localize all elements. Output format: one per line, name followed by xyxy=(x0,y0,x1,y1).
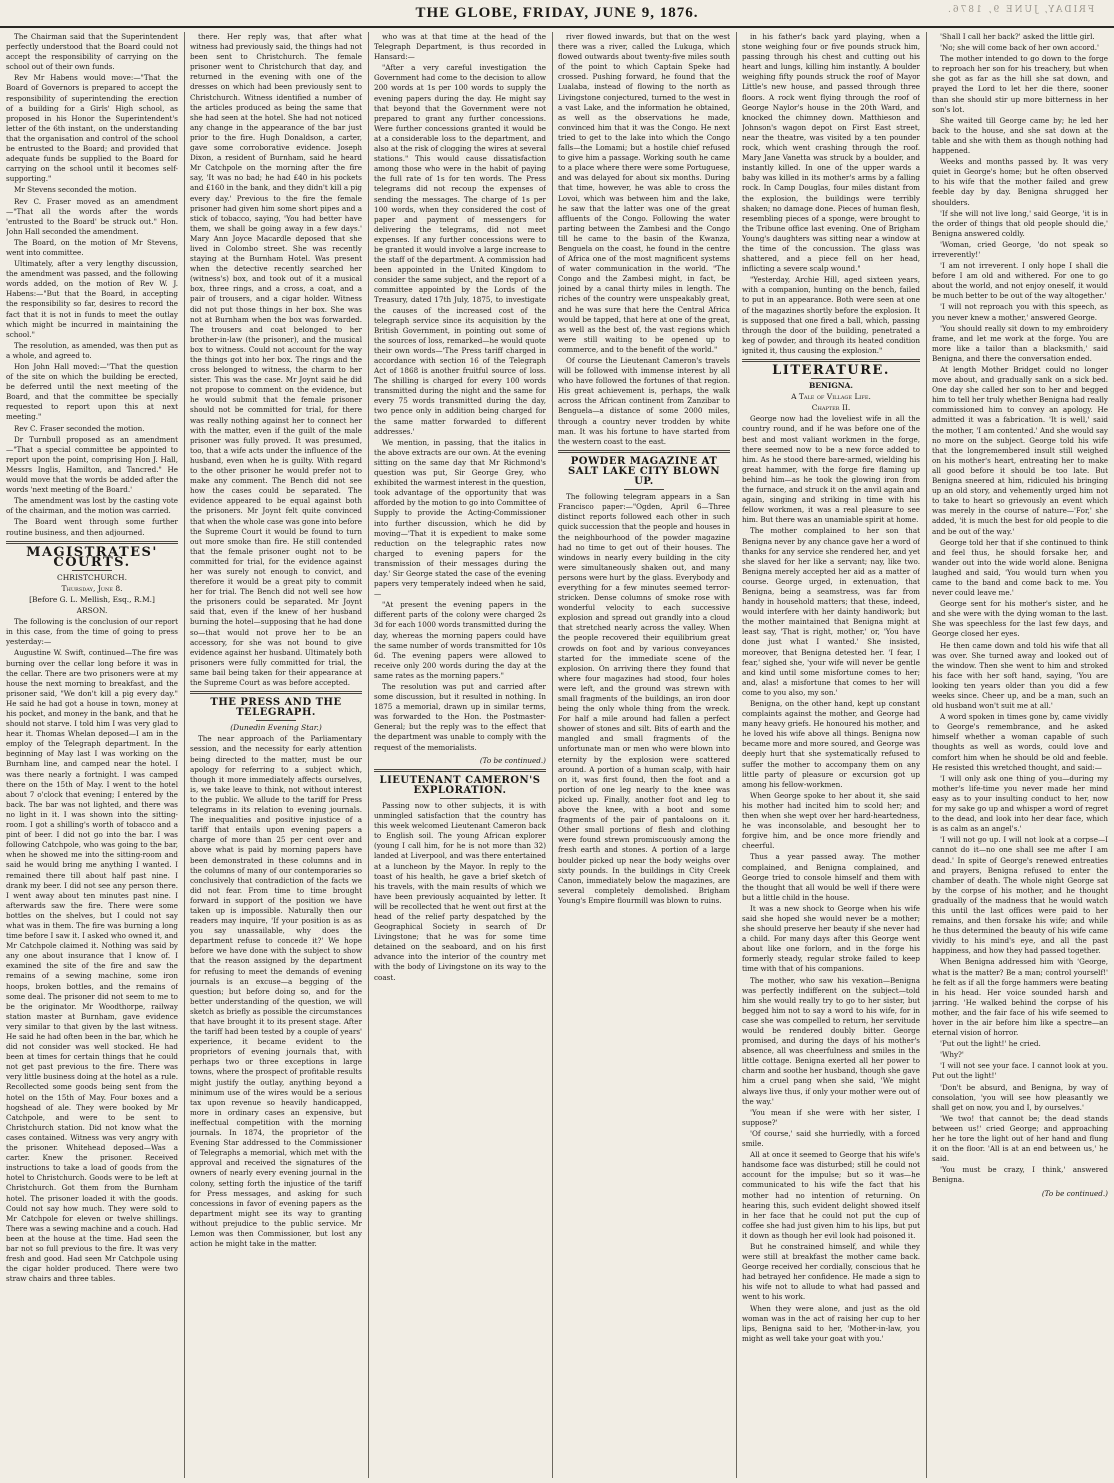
paragraph: river flowed inwards, but that on the west there was a river, called the Lukuga, which flowed outwards about twenty-five miles south of the point to which Captain Speke had crossed. Pushing forward, he found that the Lualaba, instead of flowing to the north as Livingstone conjectured, turned to the west in a vast Lake, and the information he obtained, as well as the observations he made, convinced him that it was the Congo. He next tried to get to the lake into which the Congo falls—the Lomami; but a hostile chief refused to give him a passage. Working south he came to a place where there were some Portuguese, and was delayed for about six months. During that time, however, he was able to cross the Lovoi, which was between him and the lake, he saw that the latter was one of the great affluents of the Congo. Following the water parting between the Zambesi and the Congo till he came to the basin of the Kwanza, Benguela on the coast, he found in the centre of Africa one of the most magnificent systems of water communication in the world. "The Congo and the Zambesi might, in fact, be joined by a canal thirty miles in length. The riches of the country were unspeakably great, and he was sure that here the Central Africa would be tapped, that here at one of the great, as well as the best of, the vast regions which were still waiting to be opened up to commerce, and to the benefit of the world." xyxy=(558,32,730,354)
column-rule xyxy=(184,32,185,1478)
short-rule xyxy=(256,720,296,721)
masthead xyxy=(0,0,1114,28)
paragraph: The resolution, as amended, was then put as a whole, and agreed to. xyxy=(6,340,178,360)
section-divider xyxy=(742,359,920,362)
paragraph: 'Of course,' said she hurriedly, with a forced smile. xyxy=(742,1128,920,1149)
paragraph: 'I will not go up. I will not look at a corpse—I cannot do it—no one shall see me after I am dead.' In spite of George's renewed entreaties and prayers, Benigna refused to enter the chamber of death. The whole night George sat by the corpse of his mother, and he thought gradually of the madness that he would watch this until the last offices were paid to her remains, and then forsake his wife; and while he thus determined the beauty of his wife came vividly to his mind's eye, and all the past happiness, and how they had passed together. xyxy=(932,835,1108,956)
column-3 xyxy=(374,32,546,1478)
column-6 xyxy=(932,32,1108,1478)
paragraph: 'You should really sit down to my embroidery frame, and let me work at the forge. You are more like a tailor than a blacksmith,' said Benigna, and there the conversation ended. xyxy=(932,323,1108,363)
column-4 xyxy=(558,32,730,1478)
paragraph: But he constrained himself, and while they were still at breakfast the mother came back. George received her cordially, conscious that he had betrayed her confidence. He made a sign to his wife not to allude to what had passed and went to his work. xyxy=(742,1241,920,1302)
paragraph: At length Mother Bridget could no longer move about, and gradually sank on a sick bed. One day she called her son to her and begged him to tell her truly whether Benigna had really commissioned him to convey an apology. He admitted it was a fabrication. 'It is well,' said the mother, 'I am contented.' And she would say no more on the subject. George told his wife that the longremembered insult still weighed on his mother's heart, entreating her to make all good before it should be too late. But Benigna sneered at him, ridiculed his bringing up an old story, and vehemently urged him not to take to heart so grievously an event which was merely in the course of nature—'For,' she added, 'it is much the best for old people to die and be out of the way.' xyxy=(932,365,1108,536)
column-2 xyxy=(190,32,362,1478)
paragraph: who was at that time at the head of the Telegraph Department, is thus recorded in Hansard:— xyxy=(374,32,546,62)
subheading-date: Thursday, June 8. xyxy=(61,583,123,593)
paragraph: 'I will only ask one thing of you—during my mother's life-time you never made her mind easy as to your insulting conduct to her, now for my sake go up and whisper a word of regret to the dead, and look into her dear face, which is as calm as an angel's.' xyxy=(932,773,1108,834)
column-rule xyxy=(368,32,369,1478)
paragraph: there. Her reply was, that after what witness had previously said, the things had not been sent to Christchurch. The female prisoner went to Christchurch that day, and returned in the evening with one of the dresses on which had been previously sent to Christchurch. Witness identified a number of the articles produced as being the same that she had seen at the hotel. She had not noticed any change in the appearance of the bar just prior to the fire. Hugh Donaldson, a carter, gave some corroborative evidence. Joseph Dixon, a resident of Burnham, said he heard Mr Catchpole on the morning after the fire say, 'It was no bad; he had £40 in his pockets and £160 in the bank, and they didn't kill a pig every day.' Previous to the fire the female prisoner had given him some short pipes and a stick of tobacco, saying, 'You had better have them, we shall be going away in a few days.' Mary Ann Joyce Macardle deposed that she lived in Colombo street. She was recently staying at the Burnham Hotel. Was present when the detective recently searched her (witness's) box, and took out of it a musical box, three rings, and a cross, a coat, and a pair of trousers, and a cigar holder. Witness did not put those things in her box. She was not at Burnham when the box was forwarded. The trousers and coat belonged to her brother-in-law (the prisoner), and the musical box to witness. Could not account for the way the things got into her box. The rings and the cross belonged to witness, the charm to her sister. This was the case. Mr Joynt said he did not propose to comment on the evidence, but he would submit that the female prisoner should not be committed for trial, for there was really nothing against her to connect her with the matter, even if the guilt of the male prisoner was fully proved. It was presumed, too, that a wife acts under the influence of the husband, even when he is guilty. With regard to the other prisoner he would prefer not to make any comment. The Bench did not see how the cases could be separated. The evidence appeared to be equal against both the prisoners. Mr Joynt felt quite convinced that when the whole case was gone into before the Supreme Court it would be found to turn out more smoke than fire. He still contended that the female prisoner ought not to be committed for trial, for the evidence against her was surely not enough to convict, and therefore it would be a great pity to commit her for trial. The Bench did not well see how the prisoners could be separated. Mr Joynt said that, even if the knew of her husband burning the hotel—supposing that he had done so—that would not prove her to be an accessory, for she was not bound to give evidence against her husband. Ultimately both prisoners were fully committed for trial, the same bail being taken for their appearance at the Supreme Court as was before accepted. xyxy=(190,32,362,687)
paragraph: 'I will not reproach you with this speech, as you never knew a mother,' answered George. xyxy=(932,302,1108,322)
paragraph: in his father's back yard playing, when a stone weighing four or five pounds struck him, passing through his chest and cutting out his heart and lungs, killing him instantly. A boulder weighing fifty pounds struck the roof of Mayor Little's new house, and passed through three floors. A rock went flying through the roof of George Naylor's house in the 20th Ward, and knocked the chimney down. Matthieson and Johnson's wagon depot on First East street, near the theatre, was visited by a ten pounder rock, which went crashing through the roof. Mary Jane Vanetta was struck by a boulder, and instantly killed. In one of the upper wards a baby was killed in its mother's arms by a falling rock. In Camp Douglas, four miles distant from the explosion, the buildings were terribly shaken; no damage done. Pieces of human flesh, resembling pieces of a sponge, were brought to the Tribune office last evening. One of Brigham Young's daughters was sitting near a window at the time of the concussion. The glass was shattered, and a piece fell on her head, inflicting a severe scalp wound." xyxy=(742,32,920,274)
paragraph: The near approach of the Parliamentary session, and the necessity for early attention being directed to the matter, must be our apology for referring to a subject which, though it more immediately affects ourselves, is, we take leave to think, not without interest to the public. We allude to the tariff for Press telegrams in its relation to evening journals. The inequalities and positive injustice of a tariff that entails upon evening papers a charge of more than 25 per cent over and above what is paid by morning papers have been demonstrated in these columns and in the columns of many of our contemporaries so conclusively that contradiction of the facts we did not fear. From time to time brought forward in support of the position we have taken up is impossible. Naturally then our readers may inquire, 'If your position is as as you say unassailable, why does the department refuse to concede it?' We hope before we have done with the subject to show that the reason assigned by the department for refusing to meet the demands of evening journals is an excuse—a begging of the question; but before doing so, and for the better understanding of the question, we will sketch as briefly as possible the circumstances that have brought it to its present stage. After the tariff had been tested by a couple of years' experience, it became evident to the proprietors of evening journals that, with perhaps two or three exceptions in large towns, where the prospect of profitable results might justify the outlay, anything beyond a minimum use of the wires would be a serious tax upon revenue so heavily handicapped, more in ordinary cases an expensive, but ineffectual competition with the morning journals. In 1874, the proprietor of the Evening Star addressed to the Commissioner of Telegraphs a memorial, which met with the approval and received the signatures of the owners of nearly every evening journal in the colony, setting forth the injustice of the tariff for Press messages, and asking for such concessions in favor of evening papers as the department might see its way to granting without prejudice to the public service. Mr Lemon was then Commissioner, but lost any action he might take in the matter. xyxy=(190,734,362,1249)
paragraph: Rev C. Fraser seconded the motion. xyxy=(14,423,145,433)
section-divider xyxy=(190,691,362,694)
column-5 xyxy=(742,32,920,1478)
paragraph: 'I will not see your face. I cannot look at you. Put out the light!' xyxy=(932,1061,1108,1081)
section-divider xyxy=(374,769,546,772)
section-heading: LITERATURE. xyxy=(772,363,890,378)
paragraph: Of course the Lieutenant Cameron's travels will be followed with immense interest by all who have followed the fortunes of that region. His great achievement is, perhaps, the walk across the African continent from Zanzibar to Benguela—a distance of some 2000 miles, through a country never trodden by white man. It was his fortune to have started from the western coast to the east. xyxy=(558,356,730,446)
paragraph: George now had the loveliest wife in all the country round, and if he was before one of the best and most valiant workmen in the forge, there seemed now to be a new force added to him. As he stood there bare-armed, wielding his great hammer, with the forge fire flaming up behind him—as he took the glowing iron from the furnace, and struck it on the anvil again and again, singing and striking in time with his fellow workmen, it was a real pleasure to see him. But there was an unamiable spirit at home. xyxy=(742,414,920,525)
section-heading: LIEUTENANT CAMERON'S EXPLORATION. xyxy=(379,774,541,796)
column-rule xyxy=(552,32,553,1478)
paragraph: Augustine W. Swift, continued—The fire was burning over the cellar long before it was in the cellar. There are two prisoners were at my house the next morning to breakfast, and the prisoner said, "We don't kill a pig every day." He said he had got a house in town, money at his pocket, and money in the bank, and that he should not starve. I told him I was very glad to hear it. Thomas Whelan deposed—I am in the employ of the Telegraph department. In the beginning of May last I was working on the Burnham line, and camped near the hotel. I was there nearly a fortnight. I was camped there on the 15th of May. I went to the hotel about 7 o'clock that evening; I entered by the back. The bar was not lighted, and there was no light in it. I was shown into the sitting-room. I got a shilling's worth of tobacco and a pint of beer. I did not go into the bar. I was following Catchpole, who was going to the bar, when he showed me into the sitting-room and said he would bring me anything I wanted. I remained there till about half past nine. I drank my beer. I did not see any person there. I went away about ten minutes past nine. I afterwards saw the fire. There were some bottles on the shelves, but I could not say what was in them. The fire was burning a long time before I saw it. I asked who owned it, and Mr Catchpole claimed it. Nothing was said by any one about insurance that I know of. I examined the site of the fire and saw the remains of a sewing machine, some iron hoops, broken bottles, and the remains of some deal. The prisoner did not seem to me to be the originator. Mr Woodthorpe, railway station master at Burnham, gave evidence very similar to that given by the last witness. He said he had often been in the bar, which he did not consider was well stocked. He had been at times for certain things that he could not get past previous to the fire. There was very little business doing at the hotel as a rule. Recollected some goods being sent from the hotel on the 15th of May. Four boxes and a hogshead of ale. They were booked by Mr Catchpole, and were to be sent to Christchurch station. Did not know what the cases contained. Witness was very angry with the prisoner. Whitehead deposed—Was a carter. Knew the prisoner. Received instructions to take a load of goods from the hotel to Christchurch. Goods were to be left at Christchurch. Got them from the Burnham hotel. The prisoner loaded it with the goods. Could not say how much. They were sold to Mr Catchpole for eleven or twelve shillings. There was a sewing machine and a couch. Had been at the house at the time. Had seen the bar not so full previous to the fire. It was very fresh and good. Had seen Mr Catchpole using the cigar holder produced. There were two straw chairs and three tables. xyxy=(6,648,178,1284)
section-heading: MAGISTRATES' COURTS. xyxy=(26,544,158,570)
paragraph: 'Put out the light!' he cried. xyxy=(940,1039,1041,1049)
paragraph: A word spoken in times gone by, came vividly to George's remembrance, and he asked himself whether a woman capable of such thoughts as well as words, could love and comfort him when he should be old and feeble. He resisted this wretched thought, and said:— xyxy=(932,712,1108,772)
paragraph: George sent for his mother's sister, and he and she were with the dying woman to the last. She was speechless for the last few days, and George closed her eyes. xyxy=(932,599,1108,639)
article-source: (Dunedin Evening Star.) xyxy=(230,723,322,733)
paragraph: When Benigna addressed him with 'George, what is the matter? Be a man; control yourself!' he felt as if all the forge hammers were beating in his head. Her voice sounded harsh and jarring. 'He walked behind the corpse of his mother, and the fair face of his wife seemed to hover in the air before him like a spectre—an eternal vision of horror. xyxy=(932,957,1108,1038)
paragraph: 'We two! that cannot be; the dead stands between us!' cried George; and approaching her he tore the light out of her hand and flung it on the floor. 'All is at an end between us,' he said. xyxy=(932,1113,1108,1164)
paragraph: 'If she will not live long,' said George, 'it is in the order of things that old people should die,' Benigna answered coldly. xyxy=(932,208,1108,238)
paragraph: "Yesterday, Archie Hill, aged sixteen years, with a companion, hunting on the bench, failed to put in an appearance. Both were seen at one of the magazines shortly before the explosion. It is supposed that one fired a ball, which, passing through the door of the building, penetrated a keg of powder, and through its heated condition ignited it, thus causing the explosion." xyxy=(742,275,920,355)
bleed-through-text: FRIDAY, JUNE 9, 1876. xyxy=(945,5,1094,15)
paragraph: The amendment was lost by the casting vote of the chairman, and the motion was carried. xyxy=(6,496,178,516)
section-heading: POWDER MAGAZINE AT SALT LAKE CITY BLOWN UP. xyxy=(568,455,720,488)
column-rule xyxy=(926,32,927,1478)
newspaper-title: THE GLOBE, FRIDAY, JUNE 9, 1876. xyxy=(415,5,699,21)
column-1 xyxy=(6,32,178,1478)
section-divider xyxy=(6,541,178,544)
paragraph: George told her that if she continued to think and feel thus, he should forsake her, and wander out into the wide world alone. Benigna laughed and said, 'You would turn when you came to the band and come back to me. You never could leave me.' xyxy=(932,537,1108,598)
short-rule xyxy=(72,570,112,571)
chapter-heading: Chapter II. xyxy=(811,403,851,413)
paragraph: Ultimately, after a very lengthy discussion, the amendment was passed, and the following words added, on the motion of Rev W. J. Habens:—"But that the Board, in accepting the responsibility so far, desires to record the fact that it is not in funds to meet the outlay which might be incurred in maintaining the school." xyxy=(6,259,178,339)
paragraph: Mr Stevens seconded the motion. xyxy=(14,185,137,195)
paragraph: The mother intended to go down to the forge to reproach her son for his treachery, but when she got as far as the hill she sat down, and prayed the Lord to let her die there, sooner than she should stir up more bitterness in her son's lot. xyxy=(932,54,1108,114)
paragraph: The resolution was put and carried after some discussion, but it resulted in nothing. In 1875 a memorial, drawn up in similar terms, was forwarded to the Hon. the Postmaster-General; but the reply was to the effect that the department was unable to comply with the request of the memorialists. xyxy=(374,682,546,752)
story-subtitle: A Tale of Village Life. xyxy=(791,392,871,402)
paragraph: 'You must be crazy, I think,' answered Benigna. xyxy=(932,1165,1108,1185)
paragraph: 'No; she will come back of her own accord.' xyxy=(940,43,1099,53)
paragraph: Benigna, on the other hand, kept up constant complaints against the mother, and George had many heavy griefs. He honoured his mother, and he loved his wife above all things. Benigna now became more and more soured, and George was deeply hurt that she systematically refused to suffer the mother to accompany them on any little party of pleasure or excursion got up among his fellow-workmen. xyxy=(742,699,920,789)
to-be-continued: (To be continued.) xyxy=(1041,1188,1108,1198)
paragraph: The mother complained to her son that Benigna never by any chance gave her a word of thanks for any service she rendered her, and yet she slaved for her like a servant; nay, like two. Benigna merely accepted her aid as a matter of course. George urged, in extenuation, that Benigna, being a seamstress, was far from handy in household matters; that these, indeed, would interfere with her dainty handiwork; but the mother maintained that Benigna might at least say, 'That is right, mother,' or, 'You have done just what I wanted.' She insisted, moreover, that Benigna detested her. 'I fear, I fear,' sighed she, 'your wife will never be gentle and kind until some misfortune comes to her; and, alas! a misfortune that comes to her will come to you also, my son.' xyxy=(742,526,920,697)
paragraph: The following telegram appears in a San Francisco paper:—"Ogden, April 6—Three distinct reports followed each other in such quick succession that the people and houses in the neighbourhood of the powder magazine had no time to get out of their houses. The windows in nearly every building in the city were simultaneously shaken out, and many persons were hurt by the glass. Everybody and everything for a few minutes seemed terror-stricken. Dense columns of smoke rose with wonderful velocity to each successive explosion and spread out grandly into a cloud that stretched nearly across the valley. When the people recovered their equilibrium great crowds on foot and by various conveyances started for the immediate scene of the explosion. On arriving there they found that where four magazines had stood, four holes were left, and the ground was strewn with small fragments of the buildings, an iron door being the only whole thing from the wreck. For half a mile around had fallen a perfect shower of stones and silt. Bits of earth and the mangled and small fragments of the unfortunate man or men who were blown into eternity by the explosion were scattered around. A portion of a human scalp, with hair on it, was first found, then the foot and a portion of one leg nearly to the knee was picked up. Finally, another foot and leg to above the knee, with a boot and some fragments of the pair of pantaloons on it. Other small portions of flesh and clothing were found strewn promiscuously among the fresh earth and stones. A portion of a large boulder picked up near the body weighs over sixty pounds. In the buildings in City Creek Canon, immediately below the magazines, are several completely demolished. Brigham Young's Empire flourmill was blown to ruins. xyxy=(558,492,730,905)
paragraph: 'Shall I call her back?' asked the little girl. xyxy=(940,32,1095,41)
paragraph: Hon John Hall moved:—"That the question of the site on which the building be erected, be deferred until the next meeting of the Board, and that the committee be specially requested to report upon this at next meeting." xyxy=(6,362,178,422)
paragraph: Rev Mr Habens would move:—"That the Board of Governors is prepared to accept the responsibility of superintending the erection of a building for a Girls' High school, as proposed in his Honor the Superintendent's letter of the 6th instant, on the understanding that the organisation and control of the school be entrusted to the Board; and provided that adequate funds be supplied to the Board for carrying on the school until it becomes self-supporting." xyxy=(6,73,178,184)
paragraph: Passing now to other subjects, it is with unmingled satisfaction that the country has this week welcomed Lieutenant Cameron back to English soil. The young African explorer (young I call him, for he is not more than 32) landed at Liverpool, and was there entertained at a luncheon by the Mayor. In reply to the toast of his health, he gave a brief sketch of his travels, with the main results of which we have been previously acquainted by letter. It will be recollected that he went out first at the head of the relief party despatched by the Geographical Society in search of Dr Livingstone; that he was for some time detained on the seaboard, and on his first advance into the interior of the country met with the body of Livingstone on its way to the coast. xyxy=(374,800,546,982)
paragraph: "After a very careful investigation the Government had come to the decision to allow 200 words at 1s per 100 words to supply the evening papers during the day. He might say that beyond that the Government were not prepared to grant any further concessions. Were further concessions granted it would be at a considerable loss to the department, and also at the risk of clogging the wires at several stations." This would cause dissatisfaction among those who were in the habit of paying the full rate of 1s for ten words. The Press telegrams did not recoup the expenses of sending the messages. The charge of 1s per 100 words, when they considered the cost of paper and payment of messengers for delivering the telegrams, did not meet expenses. If any further concessions were to be granted it would involve a large increase to the staff of the department. A commission had been appointed in the United Kingdom to consider the same subject, and the report of a committee appointed by the Lords of the Treasury, dated 17th July, 1875, to investigate the causes of the increased cost of the telegraph service since its acquisition by the British Government, in pointing out some of the sources of loss, remarked—he would quote their own words—'The Press tariff charged in accordance with section 16 of the Telegraph Act of 1868 is another fruitful source of loss. The shilling is charged for every 100 words transmitted during the night and the same for every 75 words transmitted during the day, two pence only in addition being charged for the same matter forwarded to different addresses.' xyxy=(374,63,546,436)
paragraph: 'You mean if she were with her sister, I suppose?' xyxy=(742,1107,920,1127)
paragraph: She waited till George came by; he led her back to the house, and she sat down at the table and she with them as though nothing had happened. xyxy=(932,115,1108,156)
paragraph: Thus a year passed away. The mother complained, and Benigna complained, and George tried to console himself and them with the thought that all would be well if there were but a little child in the house. xyxy=(742,852,920,902)
paragraph: 'I am not irreverent. I only hope I shall die before I am old and withered. For one to go about the world, and not enjoy oneself, it would be much better to be out of the way altogether.' xyxy=(932,261,1108,301)
paragraph: The Board, on the motion of Mr Stevens, went into committee. xyxy=(6,237,178,257)
to-be-continued: (To be continued.) xyxy=(479,755,546,765)
paragraph: Rev C. Fraser moved as an amendment—"That all the words after the words 'entrusted to the Board' be struck out." Hon. John Hall seconded the amendment. xyxy=(6,196,178,236)
paragraph: We mention, in passing, that the italics in the above extracts are our own. At the evening sitting on the same day that Mr Richmond's question was put, Sir George Grey, who exhibited the warmest interest in the question, took advantage of the opportunity that was afforded by the motion to go into Committee of Supply to provide the Acting-Commissioner into further discussion, which he did by moving—'That it is expedient to make some reduction on the telegraphic rates now charged to evening papers for the transmission of their messages during the day.' Sir George stated the case of the evening papers very temperately indeed when he said,— xyxy=(374,437,546,599)
paragraph: The Chairman said that the Superintendent perfectly understood that the Board could not accept the responsibility of carrying on the school out of their own funds. xyxy=(6,32,178,72)
paragraph: When they were alone, and just as the old woman was in the act of raising her cup to her lips, Benigna said to her, 'Mother-in-law, you might as well take your goat with you.' xyxy=(742,1303,920,1343)
subheading-bench: [Before G. L. Mellish, Esq., R.M.] xyxy=(29,594,155,604)
paragraph: When George spoke to her about it, she said his mother had incited him to scold her; and then when she wept over her hard-heartedness, he was inconsolable, and besought her to forgive him, and be once more friendly and cheerful. xyxy=(742,790,920,851)
paragraph: Dr Turnbull proposed as an amendment—"That a special committee be appointed to report upon the point, comprising Hon J. Hall, Messrs Inglis, Hamilton, and Tancred." He would move that the words be added after the words 'next meeting of the Board.' xyxy=(6,434,178,495)
paragraph: "At present the evening papers in the different parts of the colony were charged 2s 3d for each 1000 words transmitted during the day, whereas the morning papers could have the same number of words transmitted for 10s 6d. The evening papers were allowed to receive only 200 words during the day at the same rates as the morning papers." xyxy=(374,600,546,680)
paragraph: 'Why?' xyxy=(940,1050,964,1060)
paragraph: 'Woman, cried George, 'do not speak so irreverently!' xyxy=(932,239,1108,259)
paragraph: The Board went through some further routine business, and then adjourned. xyxy=(6,517,178,537)
section-heading: THE PRESS AND THE TELEGRAPH. xyxy=(210,697,342,719)
subheading: CHRISTCHURCH. xyxy=(57,572,127,582)
paragraph: The following is the conclusion of our report in this case, from the time of going to press yesterday:— xyxy=(6,617,178,647)
paragraph: All at once it seemed to George that his wife's handsome face was disturbed; still he could not account for the impulse; but so it was—he communicated to his wife the fact that his mother had no intention of returning. On hearing this, such evident delight showed itself in her face that he could not put the cup of coffee she had just given him to his lips, but put it down as though her evil look had poisoned it. xyxy=(742,1150,920,1240)
paragraph: Weeks and months passed by. It was very quiet in George's home; but he often observed to his wife that the mother failed and grew feeble day by day. Benigna shrugged her shoulders. xyxy=(932,157,1108,207)
paragraph: He then came down and told his wife that all was over. She turned away and looked out of the window. Then she went to him and stroked his face with her soft hand, saying, 'You are looking ten years older than you did a few weeks since. Cheer up, and be a man, such an old husband won't suit me at all.' xyxy=(932,640,1108,711)
short-rule xyxy=(440,798,480,799)
paragraph: 'Don't be absurd, and Benigna, by way of consolation, 'you will see how pleasantly we shall get on now, you and I, by ourselves.' xyxy=(932,1082,1108,1112)
paragraph: It was a new shock to George when his wife said she hoped she would never be a mother; she should preserve her beauty if she never had a child. For many days after this George went about like one forlorn, and in the forge his formerly steady, regular stroke failed to keep time with that of his companions. xyxy=(742,903,920,974)
section-divider xyxy=(558,450,730,453)
short-rule xyxy=(624,489,664,490)
column-rule xyxy=(736,32,737,1478)
paragraph: The mother, who saw his vexation—Benigna was perfectly indifferent on the subject—told him she would really try to go to her sister, but begged him not to say a word to his wife, for in case she was compelled to return, her servitude would be rendered doubly bitter. George promised, and during the days of his mother's absence, all was cheerfulness and smiles in the little cottage. Benigna exerted all her power to charm and soothe her husband, though she gave him a cruel pang when she said, 'We might always live thus, if only your mother were out of the way.' xyxy=(742,975,920,1106)
page-columns xyxy=(6,32,1108,1478)
story-title: BENIGNA. xyxy=(808,381,854,391)
short-rule xyxy=(811,378,851,379)
subheading-case: ARSON. xyxy=(76,606,108,616)
